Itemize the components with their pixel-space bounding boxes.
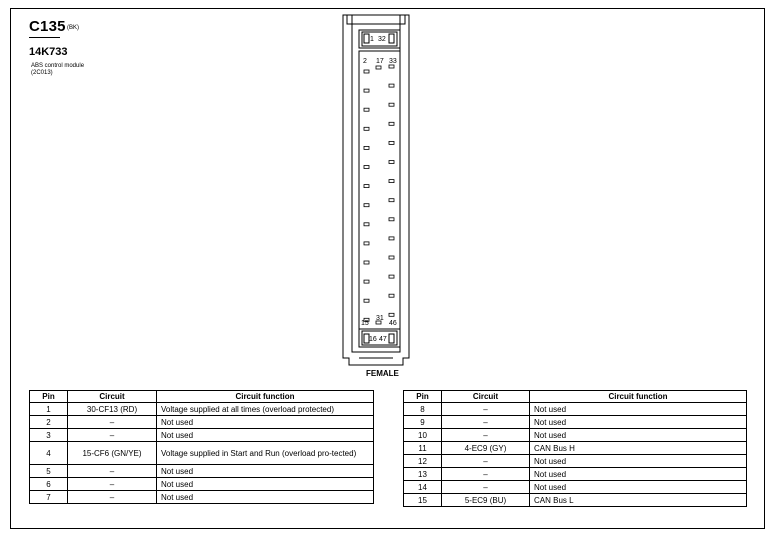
pin-label-15: 15 <box>361 320 369 327</box>
circuit-cell: – <box>68 429 157 442</box>
pin-cavity <box>376 66 381 69</box>
pin-cavity <box>389 275 394 278</box>
pin-cavity <box>364 280 369 283</box>
pin-cavity <box>389 141 394 144</box>
pin-cell: 3 <box>30 429 68 442</box>
connector-id: C135 <box>29 18 66 35</box>
function-cell: CAN Bus H <box>530 442 747 455</box>
table-row <box>30 478 374 491</box>
top-latch <box>347 15 405 24</box>
function-cell: Not used <box>530 455 747 468</box>
function-cell: Voltage supplied at all times (overload protected) <box>157 403 374 416</box>
circuit-cell: – <box>68 478 157 491</box>
pin-cavity <box>389 237 394 240</box>
header-circuit: Circuit <box>442 391 530 403</box>
circuit-cell: – <box>68 491 157 504</box>
pin-cavity <box>364 70 369 73</box>
module-code: (2C013) <box>31 70 53 76</box>
pin-cell: 9 <box>404 416 442 429</box>
table-row <box>404 468 747 481</box>
module-name: ABS control module <box>31 63 85 69</box>
pin-cell: 14 <box>404 481 442 494</box>
pin-cavity <box>364 242 369 245</box>
circuit-cell: – <box>442 416 530 429</box>
pin-cavity <box>389 161 394 164</box>
circuit-cell: – <box>442 429 530 442</box>
header-function: Circuit function <box>157 391 374 403</box>
circuit-cell: 30-CF13 (RD) <box>68 403 157 416</box>
pin-cavity <box>364 146 369 149</box>
pin-cavity <box>364 127 369 130</box>
function-cell: Not used <box>157 491 374 504</box>
pin-label-46: 46 <box>389 320 397 327</box>
table-row <box>30 403 374 416</box>
pin-cavity <box>389 122 394 125</box>
pin-cavity <box>364 204 369 207</box>
header-function: Circuit function <box>530 391 747 403</box>
pin-cell: 2 <box>30 416 68 429</box>
pin-cavity <box>389 294 394 297</box>
function-cell: Not used <box>157 416 374 429</box>
terminal-32 <box>389 34 394 43</box>
circuit-cell: – <box>68 416 157 429</box>
table-row <box>404 455 747 468</box>
pin-cavity <box>389 218 394 221</box>
pin-cell: 4 <box>30 442 68 465</box>
pin-cavity <box>389 180 394 183</box>
pin-label-16: 16 <box>369 336 377 343</box>
circuit-cell: – <box>442 468 530 481</box>
table-row <box>404 416 747 429</box>
table-row <box>30 429 374 442</box>
pin-cell: 7 <box>30 491 68 504</box>
function-cell: Not used <box>530 416 747 429</box>
circuit-cell: – <box>442 455 530 468</box>
function-cell: Not used <box>530 429 747 442</box>
pin-table-right <box>403 390 747 507</box>
circuit-cell: – <box>442 481 530 494</box>
table-row <box>404 481 747 494</box>
table-row <box>30 442 374 465</box>
function-cell: Not used <box>530 403 747 416</box>
pin-label-1: 1 <box>370 36 374 43</box>
pin-cell: 10 <box>404 429 442 442</box>
circuit-cell: 15-CF6 (GN/YE) <box>68 442 157 465</box>
table-row <box>404 403 747 416</box>
pin-cavity <box>389 103 394 106</box>
circuit-cell: – <box>68 465 157 478</box>
terminal-47 <box>389 334 394 343</box>
circuit-cell: 5-EC9 (BU) <box>442 494 530 507</box>
table-row <box>30 491 374 504</box>
pin-cell: 5 <box>30 465 68 478</box>
pin-cell: 13 <box>404 468 442 481</box>
function-cell: Not used <box>157 478 374 491</box>
pin-label-17: 17 <box>376 58 384 65</box>
pin-cavity <box>364 185 369 188</box>
pin-table-left <box>29 390 374 504</box>
pin-cell: 6 <box>30 478 68 491</box>
pin-label-47: 47 <box>379 336 387 343</box>
pin-cavity <box>389 65 394 68</box>
pin-cell: 11 <box>404 442 442 455</box>
pin-label-2: 2 <box>363 58 367 65</box>
function-cell: CAN Bus L <box>530 494 747 507</box>
pin-cavity <box>364 89 369 92</box>
pin-cavity <box>389 313 394 316</box>
pin-cell: 15 <box>404 494 442 507</box>
function-cell: Not used <box>157 465 374 478</box>
table-row <box>30 465 374 478</box>
pin-cavity <box>364 261 369 264</box>
pin-cell: 8 <box>404 403 442 416</box>
pin-cavity <box>389 256 394 259</box>
table-row <box>404 429 747 442</box>
pin-cavity <box>389 199 394 202</box>
header-pin: Pin <box>30 391 68 403</box>
header-circuit: Circuit <box>68 391 157 403</box>
pin-cavity <box>364 299 369 302</box>
circuit-cell: 4-EC9 (GY) <box>442 442 530 455</box>
pin-label-33: 33 <box>389 58 397 65</box>
table-row <box>30 416 374 429</box>
pin-cell: 12 <box>404 455 442 468</box>
terminal-1 <box>364 34 369 43</box>
header-pin: Pin <box>404 391 442 403</box>
circuit-cell: – <box>442 403 530 416</box>
pin-label-32: 32 <box>378 36 386 43</box>
pin-cavity <box>364 223 369 226</box>
table-row <box>404 494 747 507</box>
function-cell: Voltage supplied in Start and Run (overload pro-tected) <box>157 442 374 465</box>
pin-cell: 1 <box>30 403 68 416</box>
function-cell: Not used <box>157 429 374 442</box>
connector-type-label: FEMALE <box>366 369 399 378</box>
pin-cavity <box>389 84 394 87</box>
color-code: (BK) <box>67 25 79 31</box>
pin-label-31: 31 <box>376 315 384 322</box>
pin-cavity <box>364 108 369 111</box>
table-row <box>404 442 747 455</box>
pin-cavity <box>364 166 369 169</box>
function-cell: Not used <box>530 468 747 481</box>
function-cell: Not used <box>530 481 747 494</box>
pin-field <box>359 51 400 329</box>
part-number: 14K733 <box>29 46 68 58</box>
